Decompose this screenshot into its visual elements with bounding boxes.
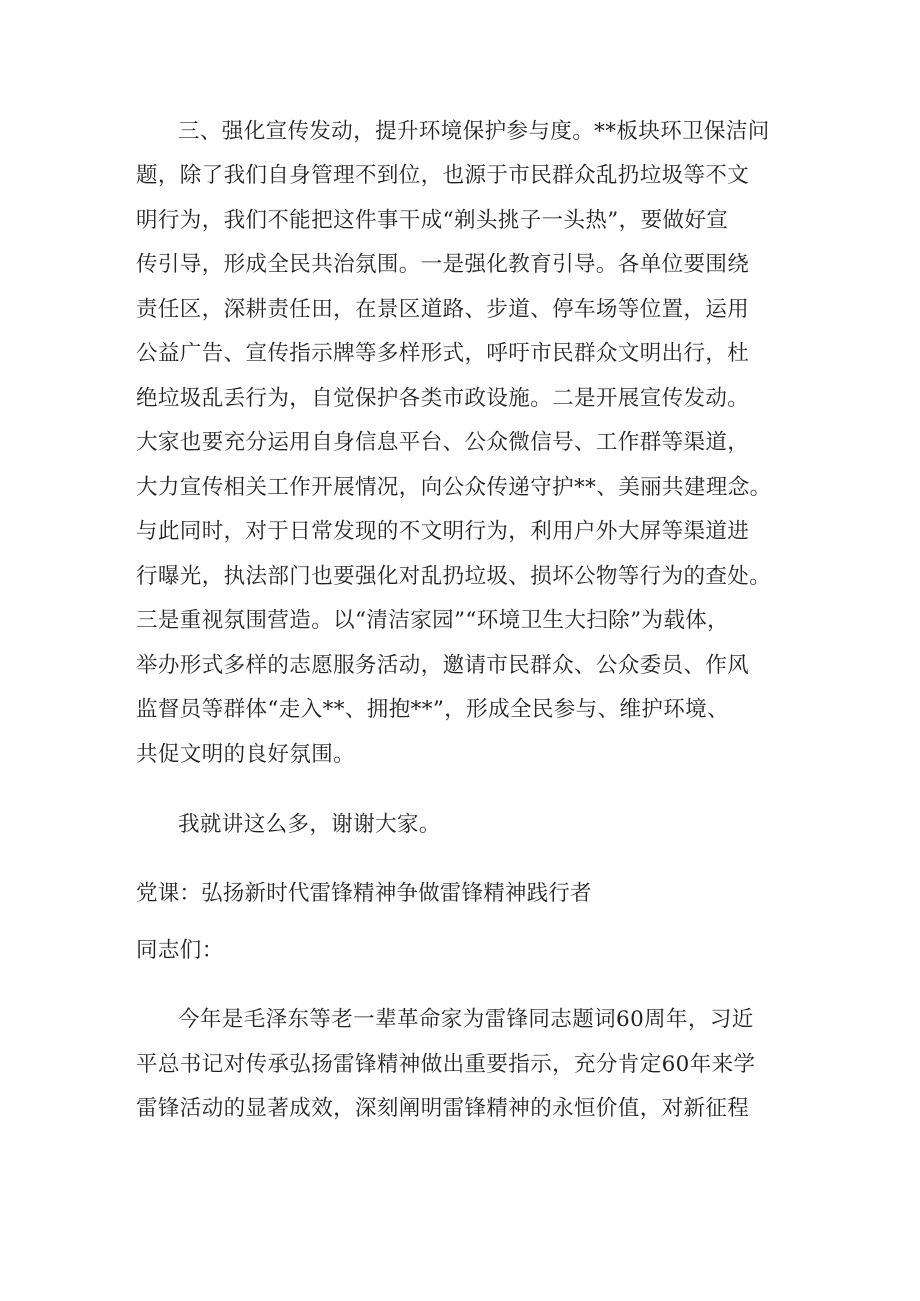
paragraph-line: 传引导，形成全民共治氛围。一是强化教育引导。各单位要围绕	[136, 252, 750, 277]
paragraph-line: 举办形式多样的志愿服务活动，邀请市民群众、公众委员、作风	[136, 653, 750, 678]
paragraph-line: 公益广告、宣传指示牌等多样形式，呼吁市民群众文明出行，杜	[136, 341, 750, 366]
paragraph-line: 大力宣传相关工作开展情况，向公众传递守护**、美丽共建理念。	[136, 475, 772, 500]
lecture-title: 党课：弘扬新时代雷锋精神争做雷锋精神践行者	[136, 881, 592, 906]
paragraph-line: 三、强化宣传发动，提升环境保护参与度。**板块环卫保洁问	[178, 119, 770, 144]
paragraph-line: 与此同时，对于日常发现的不文明行为，利用户外大屏等渠道进	[136, 519, 750, 544]
paragraph-line: 监督员等群体“走入**、拥抱**”，形成全民参与、维护环境、	[136, 697, 729, 722]
paragraph-line: 行曝光，执法部门也要强化对乱扔垃圾、损坏公物等行为的查处。	[136, 564, 772, 589]
paragraph-line: 绝垃圾乱丢行为，自觉保护各类市政设施。二是开展宣传发动。	[136, 386, 750, 411]
paragraph-line: 题，除了我们自身管理不到位，也源于市民群众乱扔垃圾等不文	[136, 163, 750, 188]
paragraph-line: 三是重视氛围营造。以“清洁家园”“环境卫生大扫除”为载体，	[136, 608, 730, 633]
paragraph-line: 责任区，深耕责任田，在景区道路、步道、停车场等位置，运用	[136, 297, 750, 322]
paragraph-line: 雷锋活动的显著成效，深刻阐明雷锋精神的永恒价值，对新征程	[136, 1096, 750, 1121]
paragraph-line: 明行为，我们不能把这件事干成“剃头挑子一头热”，要做好宣	[136, 208, 729, 233]
paragraph-line: 平总书记对传承弘扬雷锋精神做出重要指示，充分肯定60年来学	[136, 1052, 756, 1077]
paragraph-line: 大家也要充分运用自身信息平台、公众微信号、工作群等渠道，	[136, 430, 750, 455]
closing-remark: 我就讲这么多，谢谢大家。	[178, 812, 441, 837]
paragraph-line: 共促文明的良好氛围。	[136, 742, 356, 767]
salutation: 同志们：	[136, 938, 224, 963]
paragraph-line: 今年是毛泽东等老一辈革命家为雷锋同志题词60周年，习近	[178, 1007, 754, 1032]
